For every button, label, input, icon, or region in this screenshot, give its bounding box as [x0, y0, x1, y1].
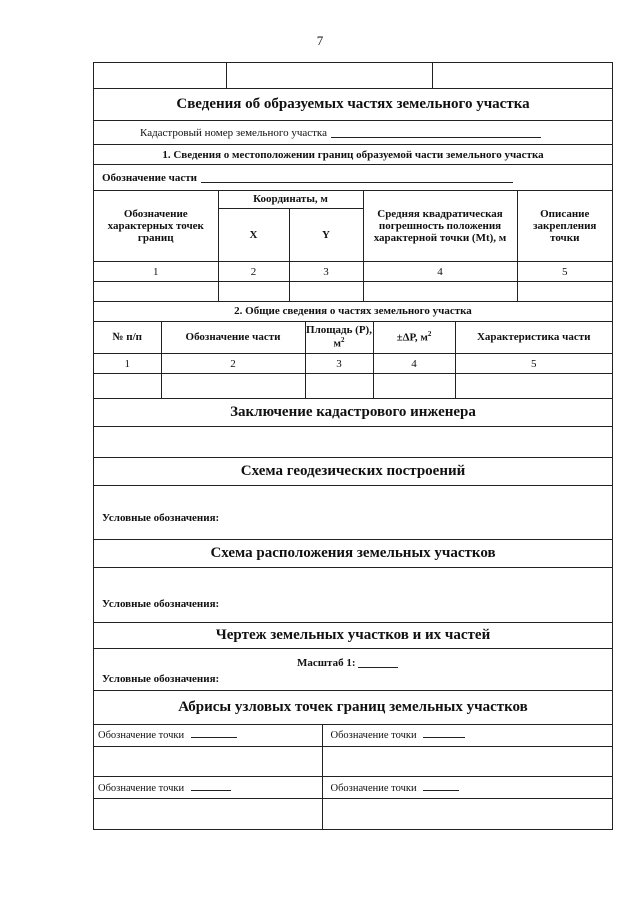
table-cell[interactable]: [455, 374, 612, 398]
col-num: 2: [161, 354, 305, 374]
parts-table-wrap: [94, 321, 612, 398]
drawing-area[interactable]: [94, 648, 612, 690]
abris-table-wrap: [94, 724, 612, 829]
part-designation-row: [94, 164, 612, 190]
part-designation-field[interactable]: [201, 172, 513, 183]
col-num: 1: [94, 262, 218, 282]
table-cell[interactable]: [517, 282, 612, 301]
scale-label: Масштаб 1:: [297, 656, 356, 669]
col-desc: Описание закрепления точки: [517, 191, 612, 262]
table-cell[interactable]: [305, 374, 373, 398]
coordinates-table-wrap: [94, 190, 612, 301]
part-designation-label: Обозначение части: [102, 171, 197, 184]
abris-point-cell: [322, 777, 612, 799]
formed-parts-title: Сведения об образуемых частях земельного участка: [94, 88, 612, 120]
abris-point-label: Обозначение точки: [98, 782, 185, 794]
geodetic-area[interactable]: [94, 485, 612, 539]
general-subtitle: 2. Общие сведения о частях земельного участка: [94, 301, 612, 321]
page-number: 7: [316, 33, 324, 48]
drawing-legend-label: Условные обозначения:: [102, 672, 220, 685]
col-num: 2: [218, 262, 289, 282]
col-num: 1: [94, 354, 161, 374]
col-num: 5: [517, 262, 612, 282]
table-cell[interactable]: [94, 374, 161, 398]
conclusion-area[interactable]: [94, 426, 612, 457]
col-designation: Обозначение характерных точек границ: [94, 191, 218, 262]
col-num: 3: [305, 354, 373, 374]
col-part: Обозначение части: [161, 322, 305, 354]
col-error: Средняя квадратическая погрешность положения характерной точки (Mt), м: [363, 191, 517, 262]
location-subtitle: 1. Сведения о местоположении границ образуемой части земельного участка: [94, 144, 612, 164]
carryover-cell: [94, 63, 227, 89]
form-frame: [93, 62, 613, 830]
cadastral-number-label: Кадастровый номер земельного участка: [140, 126, 327, 139]
abris-drawing-cell[interactable]: [322, 747, 612, 777]
coordinates-table: [94, 191, 612, 301]
carryover-row: [94, 62, 612, 88]
col-delta: [373, 322, 455, 354]
carryover-cell: [433, 63, 613, 89]
abris-point-cell: [94, 777, 322, 799]
table-cell[interactable]: [363, 282, 517, 301]
col-area-label: Площадь (Р), м: [306, 324, 372, 351]
table-cell[interactable]: [373, 374, 455, 398]
col-num-header: № п/п: [94, 322, 161, 354]
col-num: 5: [455, 354, 612, 374]
col-coords: Координаты, м: [218, 191, 363, 208]
col-char: Характеристика части: [455, 322, 612, 354]
abris-point-field[interactable]: [423, 729, 465, 738]
col-area-sup: 2: [341, 336, 345, 345]
abris-point-field[interactable]: [423, 782, 459, 791]
carryover-cell: [227, 63, 433, 89]
cadastral-number-field[interactable]: [331, 127, 541, 138]
layout-title: Схема расположения земельных участков: [94, 539, 612, 567]
scale-field[interactable]: [358, 657, 398, 668]
col-delta-sup: 2: [427, 330, 432, 339]
col-delta-label: ±ΔР, м: [396, 332, 428, 345]
col-num: 3: [289, 262, 363, 282]
col-x: X: [218, 208, 289, 261]
drawing-title: Чертеж земельных участков и их частей: [94, 622, 612, 648]
abris-drawing-cell[interactable]: [94, 799, 322, 829]
abris-point-label: Обозначение точки: [330, 730, 417, 742]
abris-point-cell: [322, 725, 612, 747]
cadastral-number-row: [94, 120, 612, 144]
table-cell[interactable]: [94, 282, 218, 301]
col-num: 4: [373, 354, 455, 374]
table-cell[interactable]: [289, 282, 363, 301]
abris-title: Абрисы узловых точек границ земельных участков: [94, 690, 612, 724]
abris-table: [94, 725, 612, 829]
geodetic-legend-label: Условные обозначения:: [102, 511, 220, 524]
table-cell[interactable]: [218, 282, 289, 301]
col-num: 4: [363, 262, 517, 282]
abris-point-field[interactable]: [191, 729, 237, 738]
abris-point-label: Обозначение точки: [98, 730, 185, 742]
abris-drawing-cell[interactable]: [94, 747, 322, 777]
table-cell[interactable]: [161, 374, 305, 398]
parts-table: [94, 322, 612, 398]
col-y: Y: [289, 208, 363, 261]
abris-point-field[interactable]: [191, 782, 231, 791]
scale-row: [297, 657, 398, 669]
conclusion-title: Заключение кадастрового инженера: [94, 398, 612, 426]
layout-legend-label: Условные обозначения:: [102, 597, 220, 610]
col-area: [305, 322, 373, 354]
abris-drawing-cell[interactable]: [322, 799, 612, 829]
abris-point-label: Обозначение точки: [330, 782, 417, 794]
layout-area[interactable]: [94, 567, 612, 622]
abris-point-cell: [94, 725, 322, 747]
geodetic-title: Схема геодезических построений: [94, 457, 612, 485]
